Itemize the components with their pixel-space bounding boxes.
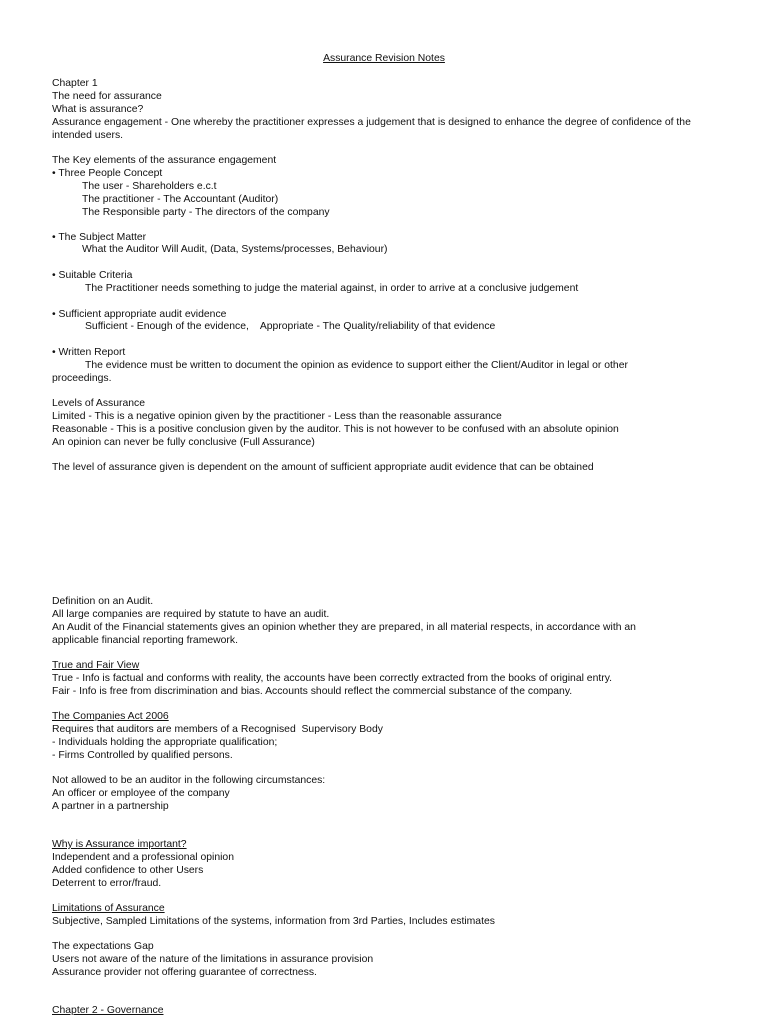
- section-heading: The expectations Gap: [52, 941, 154, 952]
- text-line: proceedings.: [52, 373, 112, 384]
- text-line: All large companies are required by statute to have an audit.: [52, 609, 330, 620]
- section-heading: Limitations of Assurance: [52, 903, 165, 914]
- text-line: Independent and a professional opinion: [52, 852, 234, 863]
- indented-line: Sufficient - Enough of the evidence, Appropriate - The Quality/reliability of that evidence: [85, 321, 496, 332]
- text-line: The need for assurance: [52, 91, 162, 102]
- text-line: True - Info is factual and conforms with reality, the accounts have been correctly extracted from the books of original entry.: [52, 673, 613, 684]
- paragraph: Assurance engagement - One whereby the practitioner expresses a judgement that is designed to enhance the degree of confidence of the intended users.: [52, 117, 691, 141]
- bullet-item: • Three People Concept: [52, 168, 163, 179]
- text-line: Requires that auditors are members of a Recognised Supervisory Body: [52, 724, 383, 735]
- text-line: Reasonable - This is a positive conclusion given by the auditor. This is not however to be confused with an absolute opinion: [52, 424, 619, 435]
- chapter-heading: Chapter 1: [52, 78, 98, 89]
- text-line: Subjective, Sampled Limitations of the systems, information from 3rd Parties, Includes estimates: [52, 916, 495, 927]
- indented-line: The Practitioner needs something to judge the material against, in order to arrive at a conclusive judgement: [85, 283, 579, 294]
- indented-line: The Responsible party - The directors of the company: [82, 207, 330, 218]
- text-line: Added confidence to other Users: [52, 865, 204, 876]
- text-line: Assurance provider not offering guarantee of correctness.: [52, 967, 317, 978]
- text-line: Fair - Info is free from discrimination and bias. Accounts should reflect the commercial substance of the company.: [52, 686, 573, 697]
- text-line: - Firms Controlled by qualified persons.: [52, 750, 233, 761]
- bullet-item: • Suitable Criteria: [52, 270, 133, 281]
- text-line: Limited - This is a negative opinion given by the practitioner - Less than the reasonable assurance: [52, 411, 502, 422]
- text-line: An Audit of the Financial statements gives an opinion whether they are prepared, in all material respects, in accordance with an: [52, 622, 636, 633]
- indented-line: What the Auditor Will Audit, (Data, Systems/processes, Behaviour): [82, 244, 388, 255]
- section-heading: Definition on an Audit.: [52, 596, 154, 607]
- text-line: A partner in a partnership: [52, 801, 169, 812]
- chapter-heading: Chapter 2 - Governance: [52, 1005, 164, 1016]
- text-line: Users not aware of the nature of the limitations in assurance provision: [52, 954, 374, 965]
- section-heading: Levels of Assurance: [52, 398, 145, 409]
- section-heading: Why is Assurance important?: [52, 839, 187, 850]
- text-line: - Individuals holding the appropriate qualification;: [52, 737, 278, 748]
- indented-line: The practitioner - The Accountant (Auditor): [82, 194, 279, 205]
- text-line: What is assurance?: [52, 104, 144, 115]
- bullet-item: • Written Report: [52, 347, 126, 358]
- text-line: Deterrent to error/fraud.: [52, 878, 162, 889]
- bullet-item: • The Subject Matter: [52, 232, 147, 243]
- text-line: applicable financial reporting framework.: [52, 635, 238, 646]
- text-line: The level of assurance given is dependent on the amount of sufficient appropriate audit evidence that can be obtained: [52, 462, 594, 473]
- indented-line: The evidence must be written to document the opinion as evidence to support either the Client/Auditor in legal or other: [85, 360, 628, 371]
- indented-line: The user - Shareholders e.c.t: [82, 181, 217, 192]
- section-heading: The Companies Act 2006: [52, 711, 169, 722]
- text-line: Not allowed to be an auditor in the following circumstances:: [52, 775, 326, 786]
- text-line: An opinion can never be fully conclusive (Full Assurance): [52, 437, 315, 448]
- text-line: The Key elements of the assurance engagement: [52, 155, 277, 166]
- bullet-item: • Sufficient appropriate audit evidence: [52, 309, 227, 320]
- text-line: An officer or employee of the company: [52, 788, 230, 799]
- section-heading: True and Fair View: [52, 660, 140, 671]
- document-title: Assurance Revision Notes: [323, 53, 445, 64]
